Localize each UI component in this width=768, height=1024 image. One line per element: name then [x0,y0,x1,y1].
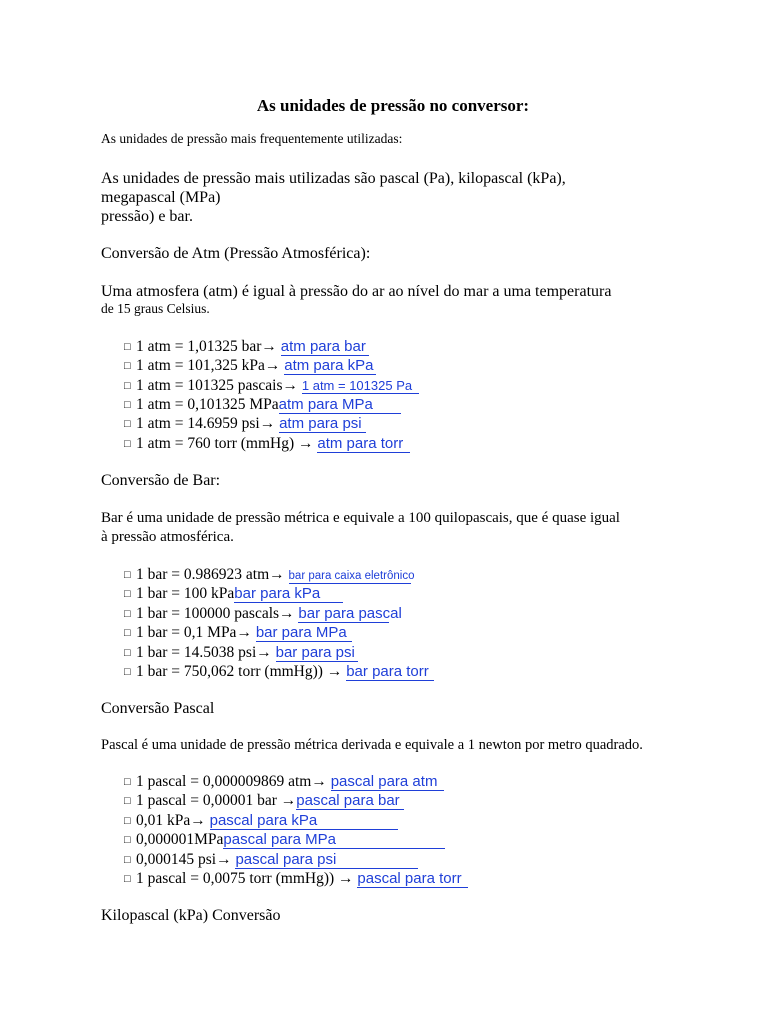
list-item-text: 1 bar = 100 kPa [136,585,235,602]
list-item-text: 1 bar = 750,062 torr (mmHg)) → [136,663,347,680]
pascal-desc: Pascal é uma unidade de pressão métrica derivada e equivale a 1 newton por metro quadrado. [101,737,643,753]
checkbox-glyph-icon: □ [124,608,131,620]
list-item-text: 1 bar = 100000 pascals→ [136,605,299,622]
link-atm-para-torr[interactable]: atm para torr [317,436,410,453]
list-item-text: 1 bar = 0,1 MPa→ [136,624,256,641]
list-item-text: 1 pascal = 0,00001 bar → [136,792,297,809]
bar-desc-line-2: à pressão atmosférica. [101,529,234,545]
list-item-text: 1 pascal = 0,000009869 atm→ [136,773,331,790]
pascal-heading: Conversão Pascal [101,700,215,717]
list-item [124,870,468,888]
subtitle: As unidades de pressão mais frequentemente utilizadas: [101,131,403,146]
atm-desc-line-1: Uma atmosfera (atm) é igual à pressão do ar ao nível do mar a uma temperatura [101,283,612,300]
list-item [124,566,415,584]
list-item-text: 1 atm = 101325 pascais→ [136,377,302,394]
checkbox-glyph-icon: □ [124,666,131,678]
link-pascal-para-atm[interactable]: pascal para atm [331,774,444,791]
link-bar-para-psi[interactable]: bar para psi [276,645,358,662]
list-item-text: 1 atm = 1,01325 bar→ [136,338,281,355]
intro-line-3: pressão) e bar. [101,208,193,225]
list-item-text: 1 bar = 0.986923 atm→ [136,566,289,583]
checkbox-glyph-icon: □ [124,776,131,788]
list-item [124,624,352,642]
link-bar-para-caixa-eletronico[interactable]: bar para caixa eletrônico [288,570,415,582]
page-title: As unidades de pressão no conversor: [256,96,530,115]
list-item [124,851,418,869]
link-pascal-para-torr[interactable]: pascal para torr [357,871,468,888]
checkbox-glyph-icon: □ [124,399,131,411]
link-atm-para-mpa[interactable]: atm para MPa [279,397,401,414]
list-item [124,585,343,603]
link-bar-para-kpa[interactable]: bar para kPa [234,586,343,603]
link-atm-para-kpa[interactable]: atm para kPa [284,358,376,375]
checkbox-glyph-icon: □ [124,815,131,827]
bar-heading: Conversão de Bar: [101,472,221,489]
list-item [124,377,419,395]
checkbox-glyph-icon: □ [124,795,131,807]
list-item [124,831,445,849]
link-atm-pascal[interactable]: 1 atm = 101325 Pa [302,379,419,394]
list-item-text: 1 atm = 14.6959 psi→ [136,415,280,432]
checkbox-glyph-icon: □ [124,418,131,430]
checkbox-glyph-icon: □ [124,647,131,659]
list-item [124,792,404,810]
list-item [124,338,369,356]
list-item-text: 1 atm = 101,325 kPa→ [136,357,285,374]
atm-heading: Conversão de Atm (Pressão Atmosférica): [101,245,371,262]
list-item-text: 0,01 kPa→ [136,812,210,829]
checkbox-glyph-icon: □ [124,834,131,846]
link-pascal-para-mpa[interactable]: pascal para MPa [223,832,445,849]
checkbox-glyph-icon: □ [124,438,131,450]
link-pascal-para-psi[interactable]: pascal para psi [235,852,418,869]
checkbox-glyph-icon: □ [124,569,131,581]
list-item [124,605,402,623]
list-item-text: 1 pascal = 0,0075 torr (mmHg)) → [136,870,358,887]
list-item [124,644,358,662]
list-item [124,357,376,375]
intro-line-2: megapascal (MPa) [101,189,221,206]
checkbox-glyph-icon: □ [124,341,131,353]
list-item [124,415,366,433]
checkbox-glyph-icon: □ [124,854,131,866]
checkbox-glyph-icon: □ [124,360,131,372]
list-item [124,396,401,414]
checkbox-glyph-icon: □ [124,380,131,392]
kpa-heading: Kilopascal (kPa) Conversão [101,907,281,924]
link-bar-para-torr[interactable]: bar para torr [346,664,434,681]
list-item-text: 1 bar = 14.5038 psi→ [136,644,276,661]
checkbox-glyph-icon: □ [124,873,131,885]
list-item-text: 0,000001MPa [136,831,224,848]
checkbox-glyph-icon: □ [124,588,131,600]
link-atm-para-psi[interactable]: atm para psi [279,416,366,433]
link-bar-para-mpa[interactable]: bar para MPa [256,625,352,642]
link-bar-para-pascal[interactable]: bar para pascal [298,605,402,622]
list-item [124,663,434,681]
list-item-text: 1 atm = 760 torr (mmHg) → [136,435,318,452]
checkbox-glyph-icon: □ [124,627,131,639]
list-item [124,435,410,453]
list-item [124,773,444,791]
bar-desc-line-1: Bar é uma unidade de pressão métrica e equivale a 100 quilopascais, que é quase igual [101,510,620,526]
intro-line-1: As unidades de pressão mais utilizadas são pascal (Pa), kilopascal (kPa), [101,170,566,187]
link-pascal-para-kpa[interactable]: pascal para kPa [210,813,398,830]
link-atm-para-bar[interactable]: atm para bar [281,339,369,356]
atm-desc-line-2: de 15 graus Celsius. [101,301,210,316]
list-item [124,812,398,830]
link-pascal-para-bar[interactable]: pascal para bar [296,793,404,810]
list-item-text: 0,000145 psi→ [136,851,236,868]
list-item-text: 1 atm = 0,101325 MPa [136,396,279,413]
